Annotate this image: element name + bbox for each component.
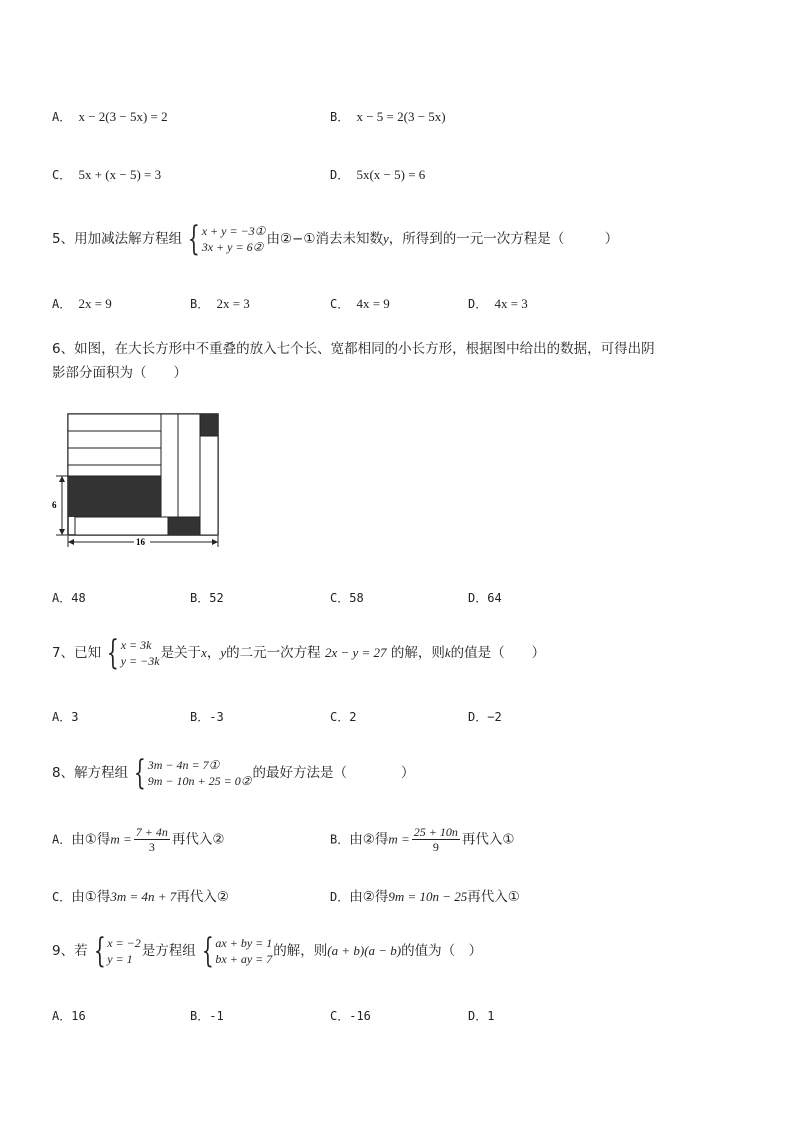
option-letter: D． [468, 591, 488, 605]
question-text: 的二元一次方程 [226, 645, 321, 661]
small-rectangle-v2 [178, 414, 200, 517]
fraction-denominator: 3 [148, 840, 155, 854]
option-value: 52 [209, 591, 224, 605]
option-value: 1 [487, 1009, 495, 1023]
q4-option-d [330, 166, 425, 183]
brace-icon: { [133, 753, 146, 793]
small-rectangle-h2 [68, 431, 161, 448]
option-letter: A． [52, 1009, 72, 1023]
option-expression: 5x(x − 5) = 6 [356, 167, 426, 182]
option-text: 由②得 [349, 889, 389, 905]
question-text: 的值为（ ） [401, 943, 483, 959]
question-text: 8、解方程组 [52, 765, 129, 781]
option-letter: D． [330, 168, 350, 182]
option-value: -1 [209, 1009, 224, 1023]
question-text: 7、已知 [52, 645, 102, 661]
q8-option-b [330, 825, 514, 854]
option-letter: C． [330, 591, 350, 605]
option-text: 再代入② [176, 889, 229, 905]
solution-system [102, 633, 160, 673]
option-value: 3 [71, 710, 79, 724]
option-value: 64 [487, 591, 502, 605]
option-value: 16 [71, 1009, 86, 1023]
fraction-denominator: 9 [432, 840, 439, 854]
fraction [412, 825, 460, 854]
option-value: 2 [349, 710, 357, 724]
question-text: 的值是（ ） [450, 645, 546, 661]
small-rectangle-bottom [75, 517, 168, 535]
shaded-region-bottom [168, 517, 200, 535]
option-letter: D． [468, 297, 488, 311]
system-equation: x = −2 [107, 936, 141, 950]
small-rectangle-h4 [68, 465, 161, 476]
option-letter: A． [52, 297, 72, 311]
small-rectangle-h3 [68, 448, 161, 465]
option-letter: C． [330, 710, 350, 724]
equation: 2x − y = 27 [324, 645, 387, 660]
system-equation: x = 3k [120, 638, 152, 652]
q4-option-a [52, 108, 168, 125]
system-equation: bx + ay = 7 [215, 952, 273, 966]
option-text: 再代入② [171, 831, 225, 848]
small-rectangle-v1 [161, 414, 178, 517]
option-letter: A． [52, 591, 72, 605]
option-letter: A． [52, 832, 72, 847]
option-text: 由①得 [71, 831, 111, 848]
system-equation: ax + by = 1 [215, 936, 273, 950]
question-text: ，所得到的一元一次方程是（ ） [388, 231, 619, 247]
question-text: 是方程组 [141, 943, 196, 959]
q5-option-a [52, 295, 112, 312]
q6-option-c [330, 589, 364, 606]
question-text: 的解，则 [273, 943, 328, 959]
question-text: 5、用加减法解方程组 [52, 231, 183, 247]
q9-option-a [52, 1007, 86, 1024]
q7-option-d [468, 708, 502, 725]
option-expression: 5x + (x − 5) = 3 [78, 167, 162, 182]
equation-system [129, 753, 252, 793]
question-6-text-cont: 影部分面积为（ ） [52, 365, 187, 381]
option-expression: x − 5 = 2(3 − 5x) [356, 109, 446, 124]
q7-option-b [190, 708, 224, 725]
system-equation: 3x + y = 6② [201, 240, 264, 254]
small-rectangle-v3 [200, 436, 218, 535]
option-letter: A． [52, 110, 72, 124]
q9-option-b [190, 1007, 224, 1024]
option-expression: 3m = 4n + 7 [110, 889, 177, 904]
equation-system [183, 219, 266, 259]
question-9 [52, 931, 483, 971]
option-letter: B． [190, 710, 210, 724]
question-5 [52, 219, 619, 259]
option-letter: C． [330, 297, 350, 311]
question-text: 由②−①消去未知数 [266, 231, 383, 247]
option-text: 由②得 [349, 831, 389, 848]
option-expression: x − 2(3 − 5x) = 2 [78, 109, 168, 124]
question-8 [52, 753, 415, 793]
arrow-right-icon [212, 539, 218, 545]
q5-option-b [190, 295, 250, 312]
question-text: 是关于 [160, 645, 202, 661]
question-text: 9、若 [52, 943, 88, 959]
q6-option-d [468, 589, 502, 606]
dimension-label-width: 16 [136, 537, 145, 547]
variable: x [201, 645, 207, 660]
system-equation: x + y = −3① [201, 224, 266, 238]
arrow-up-icon [59, 476, 65, 482]
brace-icon: { [106, 633, 119, 673]
option-letter: D． [468, 1009, 488, 1023]
fraction-numerator: 25 + 10n [413, 825, 458, 839]
q7-option-c [330, 708, 356, 725]
q8-option-a [52, 825, 224, 854]
option-expression: 9m = 10n − 25 [388, 889, 468, 904]
equation-system [197, 931, 273, 971]
option-expression: 4x = 9 [356, 296, 390, 311]
q4-option-b [330, 108, 446, 125]
option-letter: B． [190, 591, 210, 605]
q8-option-c [52, 885, 229, 905]
option-letter: B． [190, 1009, 210, 1023]
q4-option-c [52, 166, 161, 183]
fraction [134, 825, 170, 854]
system-equation: y = −3k [120, 654, 160, 668]
option-expression: m = [388, 831, 410, 847]
question-text: 的最好方法是（ ） [252, 765, 415, 781]
brace-icon: { [201, 931, 214, 971]
option-text: 由①得 [71, 889, 111, 905]
question-text: 的解，则 [390, 645, 445, 661]
variable: k [444, 645, 451, 660]
solution-system [89, 931, 141, 971]
question-6-text: 6、如图，在大长方形中不重叠的放入七个长、宽都相同的小长方形，根据图中给出的数据，可得出阴 [52, 341, 655, 357]
option-letter: A． [52, 710, 72, 724]
system-equation: 9m − 10n + 25 = 0② [147, 774, 252, 788]
q6-option-b [190, 589, 224, 606]
option-letter: C． [52, 890, 72, 904]
option-value: -16 [349, 1009, 371, 1023]
option-value: 48 [71, 591, 86, 605]
question-text: ， [206, 645, 221, 661]
option-letter: C． [52, 168, 72, 182]
dimension-label-height: 6 [52, 500, 57, 510]
option-letter: B． [330, 832, 350, 847]
q5-option-c [330, 295, 390, 312]
variable: y [382, 231, 389, 246]
q5-option-d [468, 295, 528, 312]
option-text: 再代入① [467, 889, 520, 905]
q9-option-c [330, 1007, 371, 1024]
arrow-down-icon [59, 529, 65, 535]
fraction-numerator: 7 + 4n [135, 825, 168, 839]
variable: y [220, 645, 227, 660]
shaded-region-top-right [200, 414, 218, 436]
option-expression: m = [110, 831, 132, 847]
option-value: −2 [487, 710, 502, 724]
option-text: 再代入① [461, 831, 515, 848]
q8-option-d [330, 885, 520, 905]
system-equation: y = 1 [107, 952, 133, 966]
small-rectangle-h1 [68, 414, 161, 431]
system-equation: 3m − 4n = 7① [147, 758, 220, 772]
option-letter: D． [330, 890, 350, 904]
option-letter: B． [190, 297, 210, 311]
option-expression: 2x = 3 [216, 296, 250, 311]
option-expression: 4x = 3 [494, 296, 528, 311]
brace-icon: { [93, 931, 106, 971]
option-value: -3 [209, 710, 224, 724]
option-expression: 2x = 9 [78, 296, 112, 311]
brace-icon: { [187, 219, 200, 259]
shaded-region-left [68, 476, 161, 517]
arrow-left-icon [68, 539, 74, 545]
q6-option-a [52, 589, 86, 606]
q9-option-d [468, 1007, 494, 1024]
option-letter: D． [468, 710, 488, 724]
rectangle-figure [50, 410, 225, 550]
option-letter: C． [330, 1009, 350, 1023]
q7-option-a [52, 708, 78, 725]
option-value: 58 [349, 591, 364, 605]
question-7 [52, 633, 546, 673]
option-letter: B． [330, 110, 350, 124]
expression: (a + b)(a − b) [327, 943, 402, 958]
